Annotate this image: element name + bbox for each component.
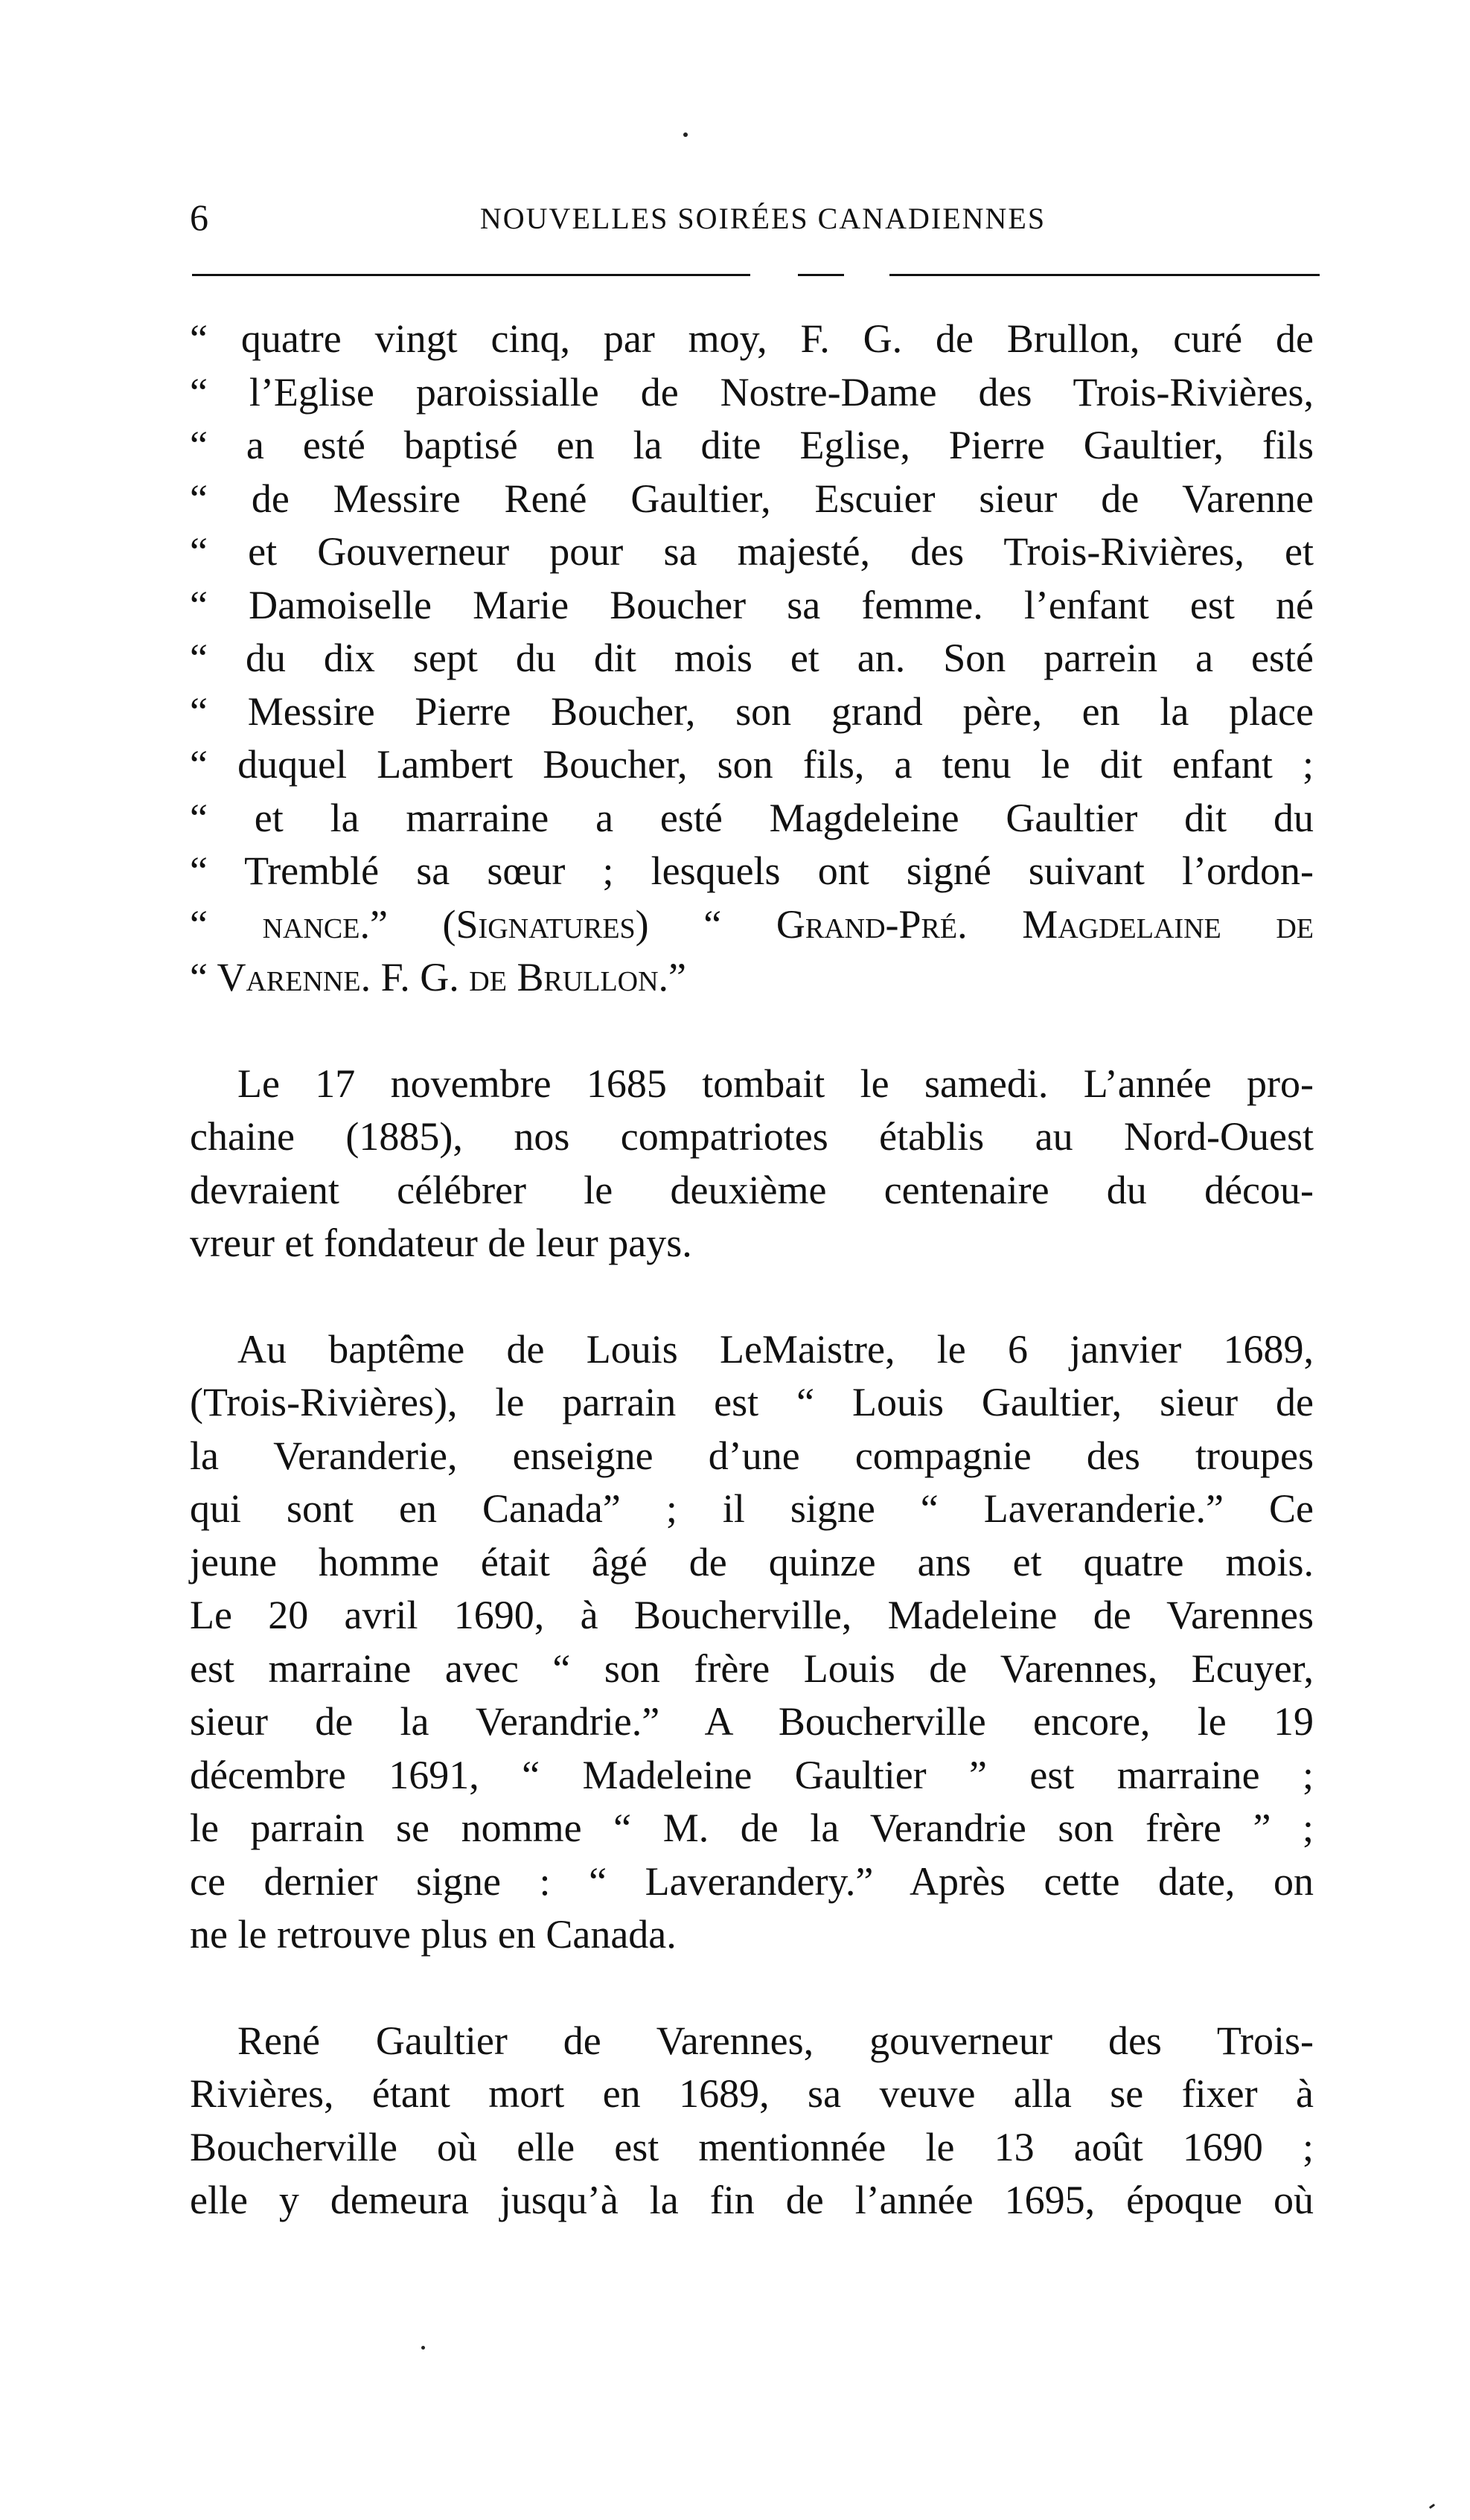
paragraph-line: Le 17 novembre 1685 tombait le samedi. L’année pro-: [237, 1061, 1314, 1106]
paragraph-line: Boucherville où elle est mentionnée le 13 août 1690 ;: [190, 2124, 1314, 2169]
quote-line: “ et la marraine a esté Magdeleine Gaultier dit du: [190, 795, 1314, 840]
paragraph-line: elle y demeura jusqu’à la fin de l’année 1695, époque où: [190, 2178, 1314, 2222]
page-header: [190, 195, 1321, 240]
bottom-speck: [421, 2346, 425, 2350]
quoted-baptism-record: [190, 313, 1314, 1005]
paragraph-line: vreur et fondateur de leur pays.: [190, 1221, 692, 1265]
paragraph-line: sieur de la Verandrie.” A Boucherville encore, le 19: [190, 1699, 1314, 1744]
paragraph-line: devraient célébrer le deuxième centenaire du décou-: [190, 1167, 1314, 1212]
quote-line-signatures: “ nance.” (Signatures) “ Grand-Pré. Magdelaine de: [190, 901, 1314, 947]
top-speck: [683, 132, 688, 137]
paragraph-line: est marraine avec “ son frère Louis de Varennes, Ecuyer,: [190, 1646, 1314, 1691]
paragraph-line: décembre 1691, “ Madeleine Gaultier ” est marraine ;: [190, 1752, 1314, 1797]
quote-line: “ Messire Pierre Boucher, son grand père, en la place: [190, 688, 1314, 734]
paragraph-line: Rivières, étant mort en 1689, sa veuve alla se fixer à: [190, 2071, 1314, 2116]
quote-line: “ Tremblé sa sœur ; lesquels ont signé suivant l’ordon-: [190, 848, 1314, 893]
quote-line: “ Damoiselle Marie Boucher sa femme. l’enfant est né: [190, 582, 1314, 627]
paragraph-line: (Trois-Rivières), le parrain est “ Louis Gaultier, sieur de: [190, 1380, 1314, 1424]
paragraph-line: la Veranderie, enseigne d’une compagnie des troupes: [190, 1433, 1314, 1478]
paragraph-rene-gaultier: [190, 2015, 1314, 2228]
body-text: [190, 313, 1314, 2228]
paragraph-line: chaine (1885), nos compatriotes établis au Nord-Ouest: [190, 1114, 1314, 1159]
paragraph-line: ce dernier signe : “ Laverandery.” Après cette date, on: [190, 1858, 1314, 1904]
paragraph-line: Au baptême de Louis LeMaistre, le 6 janvier 1689,: [237, 1326, 1314, 1372]
quote-line-signatures: “ Varenne. F. G. de Brullon.”: [190, 955, 687, 1000]
paragraph-line: le parrain se nomme “ M. de la Verandrie son frère ” ;: [190, 1806, 1314, 1850]
quote-line: “ de Messire René Gaultier, Escuier sieur de Varenne: [190, 476, 1314, 521]
paragraph-line: Le 20 avril 1690, à Boucherville, Madeleine de Varennes: [190, 1593, 1314, 1637]
corner-speck: [1429, 2504, 1435, 2509]
paragraph-line: ne le retrouve plus en Canada.: [190, 1912, 677, 1957]
paragraph-lemaistre: [190, 1323, 1314, 1962]
header-rule-left: [192, 274, 750, 276]
paragraph-line: jeune homme était âgé de quinze ans et quatre mois.: [190, 1539, 1314, 1584]
header-rule-middle: [798, 274, 844, 276]
quote-line: “ a esté baptisé en la dite Eglise, Pierre Gaultier, fils: [190, 423, 1314, 467]
header-rule-right: [889, 274, 1320, 276]
paragraph-1685: [190, 1058, 1314, 1270]
quote-line: “ du dix sept du dit mois et an. Son parrein a esté: [190, 636, 1314, 680]
page-number: 6: [190, 196, 208, 238]
paragraph-line: René Gaultier de Varennes, gouverneur des Trois-: [237, 2018, 1314, 2063]
quote-line: “ duquel Lambert Boucher, son fils, a tenu le dit enfant ;: [190, 742, 1314, 787]
paragraph-line: qui sont en Canada” ; il signe “ Laveranderie.” Ce: [190, 1486, 1314, 1531]
quote-line: “ et Gouverneur pour sa majesté, des Trois-Rivières, et: [190, 529, 1314, 574]
quote-line: “ quatre vingt cinq, par moy, F. G. de Brullon, curé de: [190, 316, 1314, 361]
quote-line: “ l’Eglise paroissialle de Nostre-Dame des Trois-Rivières,: [190, 369, 1314, 415]
running-title: NOUVELLES SOIRÉES CANADIENNES: [479, 202, 1046, 235]
